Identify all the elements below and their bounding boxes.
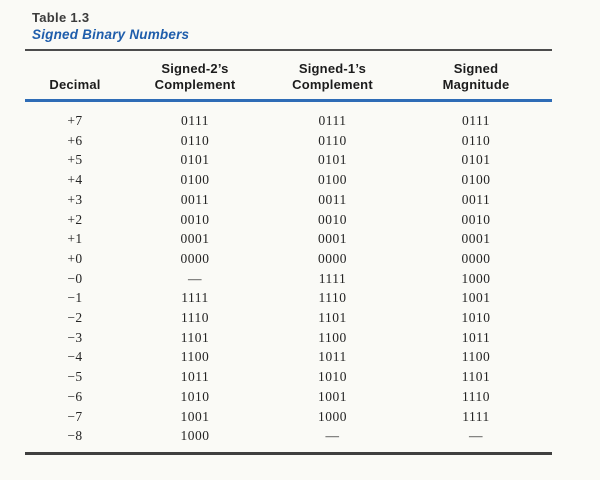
twos-complement-cell: — [188, 270, 202, 286]
signed-magnitude-cell: 1001 [461, 290, 491, 306]
ones-complement-cell: 0111 [318, 113, 347, 128]
table-row [25, 269, 552, 289]
table-row [25, 131, 552, 151]
twos-complement-cell: 1010 [180, 388, 210, 404]
twos-complement-cell: 0101 [180, 152, 210, 168]
ones-complement-cell: 0110 [318, 132, 347, 148]
table-row [25, 407, 552, 427]
twos-complement-cell: 0110 [180, 132, 210, 148]
header-line: Complement [292, 76, 373, 92]
signed-magnitude-cell: 0100 [461, 172, 491, 188]
ones-complement-cell: 0100 [318, 172, 347, 188]
table-row [25, 347, 552, 367]
table-row [25, 249, 552, 269]
twos-complement-cell: 1001 [180, 408, 210, 424]
ones-complement-cell: 1011 [318, 349, 347, 365]
twos-complement-cell: 1011 [180, 369, 210, 385]
ones-complement-cell: — [325, 428, 340, 444]
ones-complement-cell: 1010 [318, 369, 347, 385]
twos-complement-cell: 1101 [180, 329, 210, 345]
header-row [25, 50, 552, 101]
signed-magnitude-cell: — [469, 428, 483, 444]
signed-magnitude-cell: 1100 [461, 349, 491, 365]
table-row [25, 288, 552, 308]
twos-complement-cell: 1111 [181, 290, 209, 306]
signed-magnitude-cell: 0001 [461, 231, 491, 247]
signed-magnitude-cell: 0010 [461, 211, 491, 227]
decimal-cell: +6 [67, 132, 83, 148]
signed-magnitude-cell: 1011 [461, 329, 491, 345]
signed-magnitude-cell: 1111 [462, 408, 490, 424]
decimal-cell: +3 [67, 191, 83, 207]
table-row [25, 328, 552, 348]
header-line: Complement [154, 76, 236, 92]
table-caption [25, 10, 552, 42]
signed-magnitude-cell: 0110 [461, 132, 491, 148]
table-row [25, 190, 552, 210]
table-header [25, 50, 552, 101]
table-block [25, 10, 552, 455]
table-row [25, 150, 552, 170]
twos-complement-cell: 0000 [180, 250, 210, 266]
twos-complement-cell: 0001 [180, 231, 210, 247]
signed-magnitude-cell: 0101 [461, 152, 491, 168]
signed-magnitude-cell: 0111 [462, 113, 490, 128]
table-row [25, 308, 552, 328]
header-line: Signed [453, 61, 499, 76]
twos-complement-cell: 0100 [180, 172, 210, 188]
decimal-cell: +4 [67, 172, 83, 188]
decimal-cell: +7 [67, 113, 83, 128]
ones-complement-cell: 0001 [318, 231, 347, 247]
signed-magnitude-cell: 1010 [461, 310, 491, 326]
column-header-decimal [25, 50, 125, 101]
twos-complement-cell: 0010 [180, 211, 210, 227]
decimal-cell: +2 [67, 211, 83, 227]
ones-complement-cell: 0011 [318, 191, 347, 207]
table-row [25, 229, 552, 249]
decimal-cell: −7 [67, 408, 83, 424]
header-line: Decimal [49, 76, 101, 92]
column-header-signed-magnitude [400, 50, 552, 101]
twos-complement-cell: 1100 [180, 349, 210, 365]
decimal-cell: −6 [67, 388, 83, 404]
decimal-cell: −8 [67, 428, 83, 444]
table-title: Signed Binary Numbers [32, 27, 190, 42]
ones-complement-cell: 1110 [318, 290, 347, 306]
signed-magnitude-cell: 0011 [461, 191, 491, 207]
table-row [25, 426, 552, 453]
header-line: Magnitude [442, 76, 510, 92]
ones-complement-cell: 0010 [318, 211, 347, 227]
signed-magnitude-cell: 1101 [461, 369, 491, 385]
decimal-cell: −1 [67, 290, 83, 306]
twos-complement-cell: 1110 [181, 310, 209, 326]
header-line: Signed-1’s [298, 61, 367, 76]
decimal-cell: −0 [67, 270, 83, 286]
ones-complement-cell: 1000 [318, 408, 347, 424]
decimal-cell: +0 [67, 250, 83, 266]
ones-complement-cell: 1001 [318, 388, 347, 404]
ones-complement-cell: 0101 [318, 152, 347, 168]
ones-complement-cell: 1101 [318, 310, 347, 326]
table-row [25, 101, 552, 131]
decimal-cell: −5 [67, 369, 83, 385]
signed-magnitude-cell: 1110 [462, 388, 490, 404]
signed-magnitude-cell: 0000 [461, 250, 491, 266]
twos-complement-cell: 0111 [181, 113, 209, 128]
decimal-cell: −2 [67, 310, 83, 326]
decimal-cell: +1 [67, 231, 83, 247]
ones-complement-cell: 0000 [318, 250, 347, 266]
ones-complement-cell: 1100 [318, 329, 347, 345]
table-row [25, 367, 552, 387]
table-row [25, 170, 552, 190]
column-header-signed-1s-complement [265, 50, 400, 101]
decimal-cell: −4 [67, 349, 83, 365]
decimal-cell: +5 [67, 152, 83, 168]
table-label: Table 1.3 [32, 10, 90, 25]
table-row [25, 387, 552, 407]
table-body [25, 101, 552, 454]
header-line: Signed-2’s [161, 61, 229, 76]
column-header-signed-2s-complement [125, 50, 265, 101]
signed-magnitude-cell: 1000 [461, 270, 491, 286]
ones-complement-cell: 1111 [318, 270, 347, 286]
twos-complement-cell: 1000 [180, 428, 210, 444]
decimal-cell: −3 [67, 329, 83, 345]
table-row [25, 210, 552, 230]
signed-binary-numbers-table [25, 49, 552, 455]
twos-complement-cell: 0011 [180, 191, 210, 207]
